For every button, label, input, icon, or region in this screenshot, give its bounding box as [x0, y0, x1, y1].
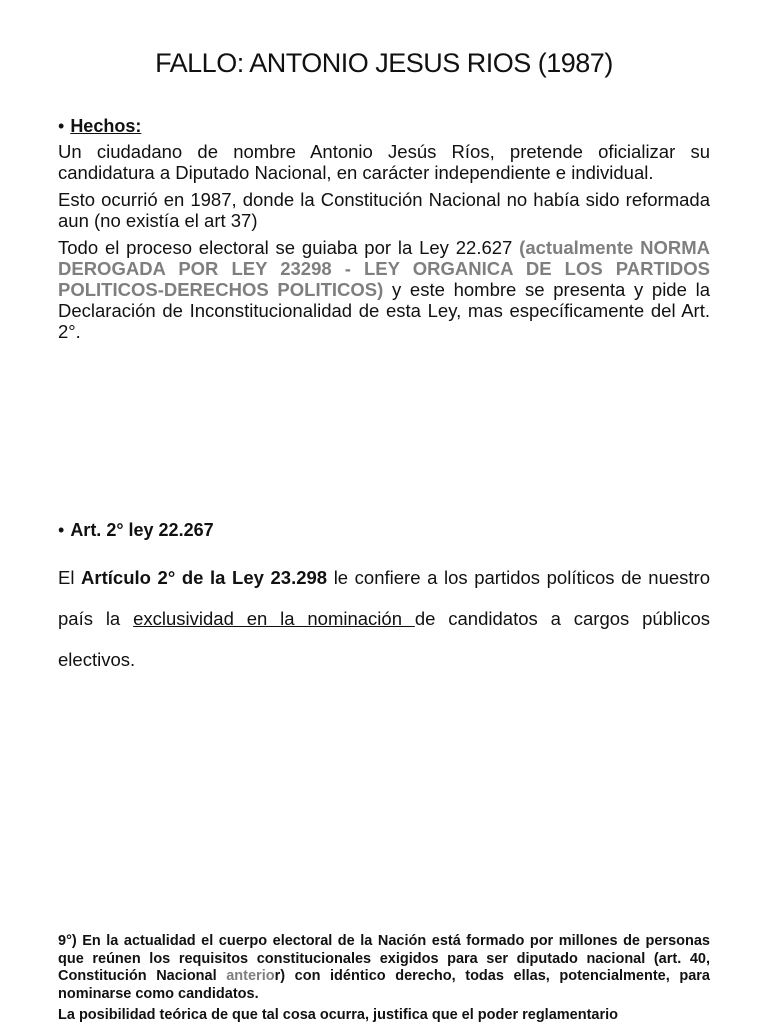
articulo-text-1: El	[58, 567, 82, 588]
hechos-paragraph-2: Esto ocurrió en 1987, donde la Constitución Nacional no había sido reformada aun (no existía el art 37)	[58, 189, 710, 231]
hechos-p3-start: Todo el proceso electoral se guiaba por la Ley 22.627	[58, 237, 520, 258]
bullet-icon: •	[58, 520, 65, 540]
hechos-heading-line	[58, 116, 710, 137]
articulo-bold-ref: Artículo 2° de la Ley 23.298	[81, 567, 328, 588]
articulo-heading: Art. 2° ley 22.267	[70, 520, 214, 540]
footer-p1-start: 9°) En la actualidad el cuerpo electoral de la Nación está formado por millones de personas que reúnen los requisitos constitucionales exigidos para ser diputado nacional (art. 40, Constitución Nacional	[58, 933, 710, 984]
footer-paragraph-1	[58, 933, 710, 1003]
footer-p1-gray: anterio	[226, 968, 275, 984]
footer-paragraph-2: La posibilidad teórica de que tal cosa ocurra, justifica que el poder reglamentario	[58, 1007, 619, 1023]
footer-p1-end: r) con idéntico derecho, todas ellas, potencialmente, para nominarse como candidatos.	[58, 968, 710, 1002]
articulo-text-5: de candidatos a cargos públicos electivos.	[58, 608, 710, 670]
articulo-heading-line	[58, 520, 710, 541]
footer-section	[58, 933, 710, 1024]
exclusividad-underline: exclusividad en la nominación	[133, 608, 415, 629]
derogada-note: (actualmente NORMA DEROGADA POR LEY 23298 - LEY ORGANICA DE LOS PARTIDOS POLITICOS-DERECHOS POLITICOS)	[58, 237, 710, 300]
bullet-icon: •	[58, 116, 65, 136]
hechos-paragraph-3	[58, 237, 710, 342]
articulo-paragraph	[58, 557, 710, 680]
articulo-section	[58, 520, 710, 680]
hechos-heading: Hechos:	[70, 116, 142, 136]
articulo-text-3: le confiere a los partidos políticos de nuestro país la	[58, 567, 710, 629]
hechos-p3-end: y este hombre se presenta y pide la Declaración de Inconstitucionalidad de esta Ley, mas específicamente del Art. 2°.	[58, 279, 710, 342]
hechos-section	[58, 116, 710, 348]
slide-title: FALLO: ANTONIO JESUS RIOS (1987)	[155, 48, 613, 78]
hechos-paragraph-1: Un ciudadano de nombre Antonio Jesús Ríos, pretende oficializar su candidatura a Diputado Nacional, en carácter independiente e individual.	[58, 141, 710, 183]
